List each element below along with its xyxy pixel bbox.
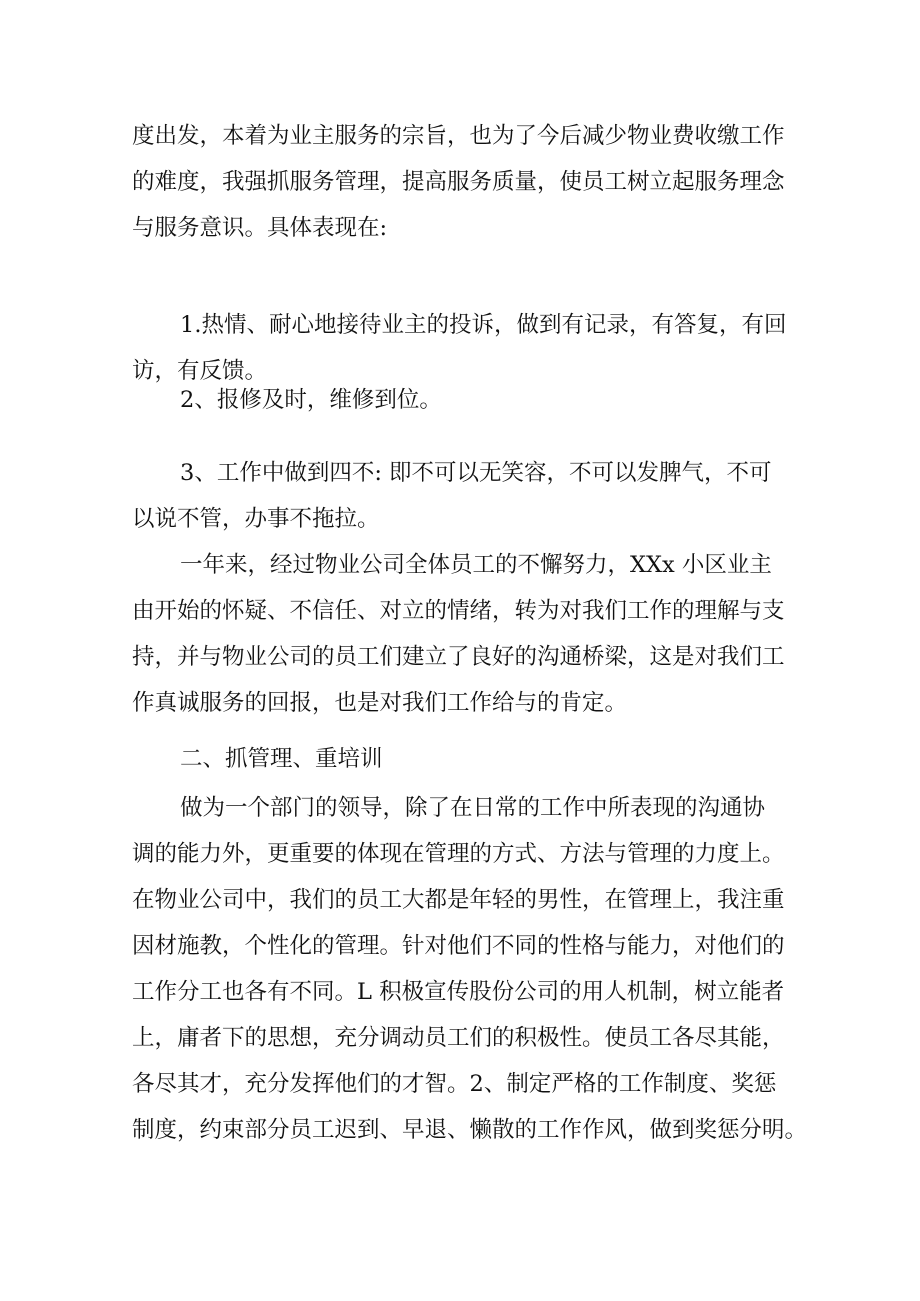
text-line: 制度，约束部分员工迟到、早退、懒散的工作作风，做到奖惩分明。	[132, 1117, 808, 1143]
text-line: 调的能力外，更重要的体现在管理的方式、方法与管理的力度上。	[132, 841, 785, 867]
paragraph-4	[132, 450, 802, 542]
text-line: 度出发，本着为业主服务的宗旨，也为了今后减少物业费收缴工作	[132, 123, 785, 149]
text-line: 由开始的怀疑、不信任、对立的情绪，转为对我们工作的理解与支	[132, 598, 785, 624]
text-line: 3、工作中做到四不: 即不可以无笑容，不可以发脾气，不可	[180, 460, 772, 486]
paragraph-1	[132, 113, 802, 251]
section-heading	[132, 736, 802, 782]
text-line: 持，并与物业公司的员工们建立了良好的沟通桥梁，这是对我们工	[132, 644, 785, 670]
text-line: 访，有反馈。	[132, 358, 268, 384]
text-line: 做为一个部门的领导，除了在日常的工作中所表现的沟通协	[180, 795, 766, 821]
text-line: 上，庸者下的思想，充分调动员工们的积极性。使员工各尽其能，	[132, 1025, 785, 1051]
paragraph-3	[132, 377, 802, 423]
text-line: 工作分工也各有不同。L 积极宣传股份公司的用人机制，树立能者	[132, 979, 785, 1005]
text-line: 因材施教，个性化的管理。针对他们不同的性格与能力，对他们的	[132, 933, 785, 959]
text-line: 一年来，经过物业公司全体员工的不懈努力，XXx 小区业主	[180, 552, 772, 578]
text-line: 以说不管，办事不拖拉。	[132, 506, 380, 532]
paragraph-5	[132, 542, 802, 726]
text-line: 的难度，我强抓服务管理，提高服务质量，使员工树立起服务理念	[132, 169, 785, 195]
text-line: 二、抓管理、重培训	[180, 746, 383, 772]
text-line: 在物业公司中，我们的员工大都是年轻的男性，在管理上，我注重	[132, 887, 785, 913]
text-line: 作真诚服务的回报，也是对我们工作给与的肯定。	[132, 690, 628, 716]
text-line: 各尽其才，充分发挥他们的才智。2、制定严格的工作制度、奖惩	[132, 1071, 777, 1097]
text-line: 与服务意识。具体表现在:	[132, 215, 388, 241]
text-line: 2、报修及时，维修到位。	[180, 387, 442, 413]
text-line: 1.热情、耐心地接待业主的投诉，做到有记录，有答复，有回	[180, 312, 787, 338]
paragraph-7	[132, 785, 808, 1153]
